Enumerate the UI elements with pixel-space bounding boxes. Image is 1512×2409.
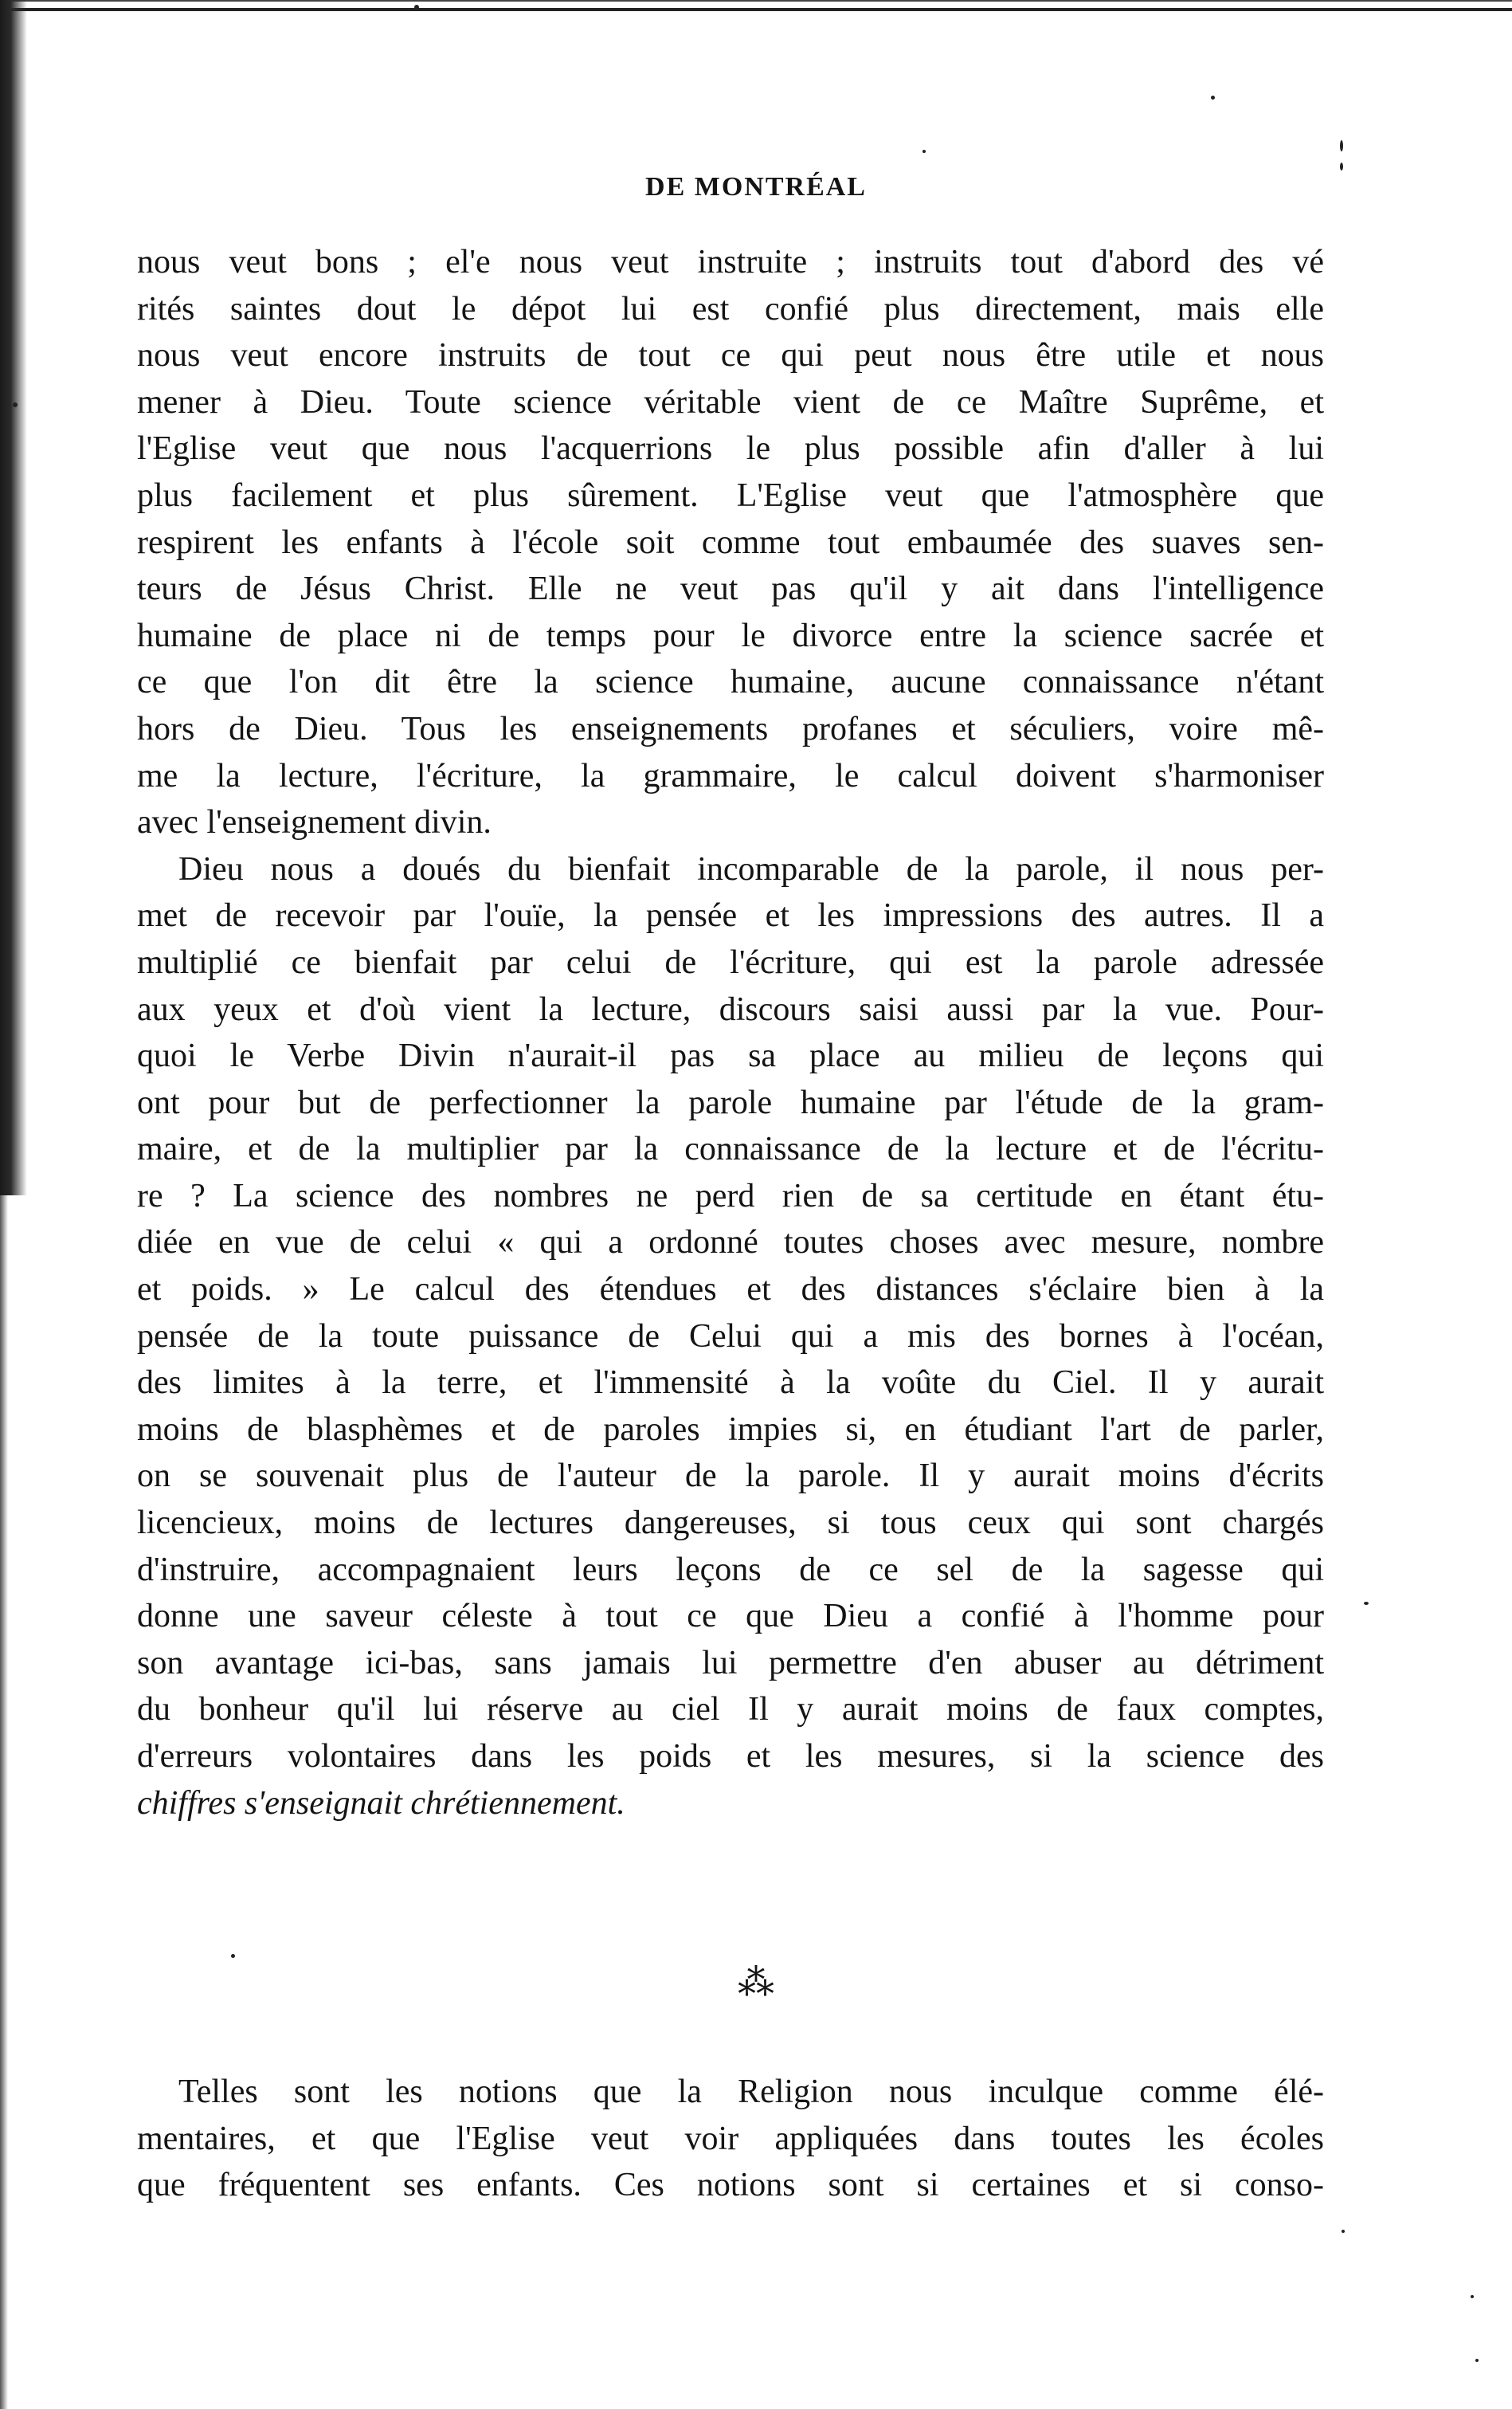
paragraph-3 [137,2069,1324,2209]
text-line: chiffres s'enseignait chrétiennement. [137,1784,625,1822]
text-line: me la lecture, l'écriture, la grammaire, le calcul doivent s'harmoniser [137,757,1324,794]
page-top-edge [0,0,1512,2]
text-line: d'erreurs volontaires dans les poids et les mesures, si la science des [137,1738,1324,1775]
scan-speck [1475,2359,1479,2362]
text-line: humaine de place ni de temps pour le divorce entre la science sacrée et [137,617,1324,654]
text-line: aux yeux et d'où vient la lecture, discours saisi aussi par la vue. Pour- [137,991,1324,1028]
text-line: et poids. » Le calcul des étendues et des distances s'éclaire bien à la [137,1271,1324,1308]
text-line: pensée de la toute puissance de Celui qui a mis des bornes à l'océan, [137,1317,1324,1355]
scan-speck [922,150,926,153]
text-line: respirent les enfants à l'école soit comme tout embaumée des suaves sen- [137,524,1324,561]
text-line: ont pour but de perfectionner la parole humaine par l'étude de la gram- [137,1084,1324,1121]
text-line: l'Eglise veut que nous l'acquerrions le plus possible afin d'aller à lui [137,430,1324,468]
text-line: son avantage ici-bas, sans jamais lui permettre d'en abuser au détriment [137,1644,1324,1681]
text-line: que fréquentent ses enfants. Ces notions sont si certaines et si conso- [137,2167,1324,2204]
scan-speck [1340,163,1343,171]
text-line: nous veut encore instruits de tout ce qui peut nous être utile et nous [137,337,1324,375]
text-line: licencieux, moins de lectures dangereuses, si tous ceux qui sont chargés [137,1505,1324,1542]
text-line: maire, et de la multiplier par la connaissance de la lecture et de l'écritu- [137,1131,1324,1168]
text-line: ce que l'on dit être la science humaine, aucune connaissance n'étant [137,664,1324,701]
text-line: met de recevoir par l'ouïe, la pensée et les impressions des autres. Il a [137,897,1324,935]
scan-speck [1364,1602,1369,1605]
text-line: mentaires, et que l'Eglise veut voir appliquées dans toutes les écoles [137,2120,1324,2157]
scan-speck [1471,2295,1474,2298]
text-line: quoi le Verbe Divin n'aurait-il pas sa place au milieu de leçons qui [137,1038,1324,1075]
scan-speck [414,5,419,10]
text-line: du bonheur qu'il lui réserve au ciel Il y aurait moins de faux comptes, [137,1691,1324,1728]
text-line: multiplié ce bienfait par celui de l'écriture, qui est la parole adressée [137,944,1324,981]
text-line: des limites à la terre, et l'immensité à la voûte du Ciel. Il y aurait [137,1364,1324,1402]
text-line: rités saintes dout le dépot lui est confié plus directement, mais elle [137,290,1324,328]
text-line: Dieu nous a doués du bienfait incomparable de la parole, il nous per- [178,850,1324,888]
text-line: Telles sont les notions que la Religion nous inculque comme élé- [178,2074,1324,2110]
text-line: on se souvenait plus de l'auteur de la parole. Il y aurait moins d'écrits [137,1458,1324,1495]
text-line: mener à Dieu. Toute science véritable vient de ce Maître Suprême, et [137,383,1324,421]
text-line: diée en vue de celui « qui a ordonné toutes choses avec mesure, nombre [137,1224,1324,1261]
section-separator-asterism: ⁂ [738,1962,774,2003]
page-top-rule [0,8,1512,11]
binding-shadow-lower [0,1195,8,2409]
page-body [137,239,1324,1826]
text-line: plus facilement et plus sûrement. L'Eglise veut que l'atmosphère que [137,477,1324,514]
scan-speck [1211,96,1215,100]
scan-speck [1342,2230,1345,2233]
text-line: hors de Dieu. Tous les enseignements profanes et séculiers, voire mê- [137,710,1324,747]
text-line: donne une saveur céleste à tout ce que Dieu a confié à l'homme pour [137,1598,1324,1635]
scan-speck [13,402,18,407]
text-line: nous veut bons ; el'e nous veut instruite ; instruits tout d'abord des vé [137,244,1324,281]
scan-speck [231,1954,235,1958]
text-line: re ? La science des nombres ne perd rien de sa certitude en étant étu- [137,1177,1324,1214]
scan-speck [1340,140,1343,151]
running-head: DE MONTRÉAL [645,172,867,202]
text-line: moins de blasphèmes et de paroles impies si, en étudiant l'art de parler, [137,1410,1324,1448]
text-line: teurs de Jésus Christ. Elle ne veut pas qu'il y ait dans l'intelligence [137,571,1324,608]
text-line: d'instruire, accompagnaient leurs leçons de ce sel de la sagesse qui [137,1551,1324,1588]
text-line: avec l'enseignement divin. [137,804,492,842]
paragraph-2 [137,846,1324,1826]
paragraph-1 [137,239,1324,846]
page-body-continued [137,2069,1324,2209]
